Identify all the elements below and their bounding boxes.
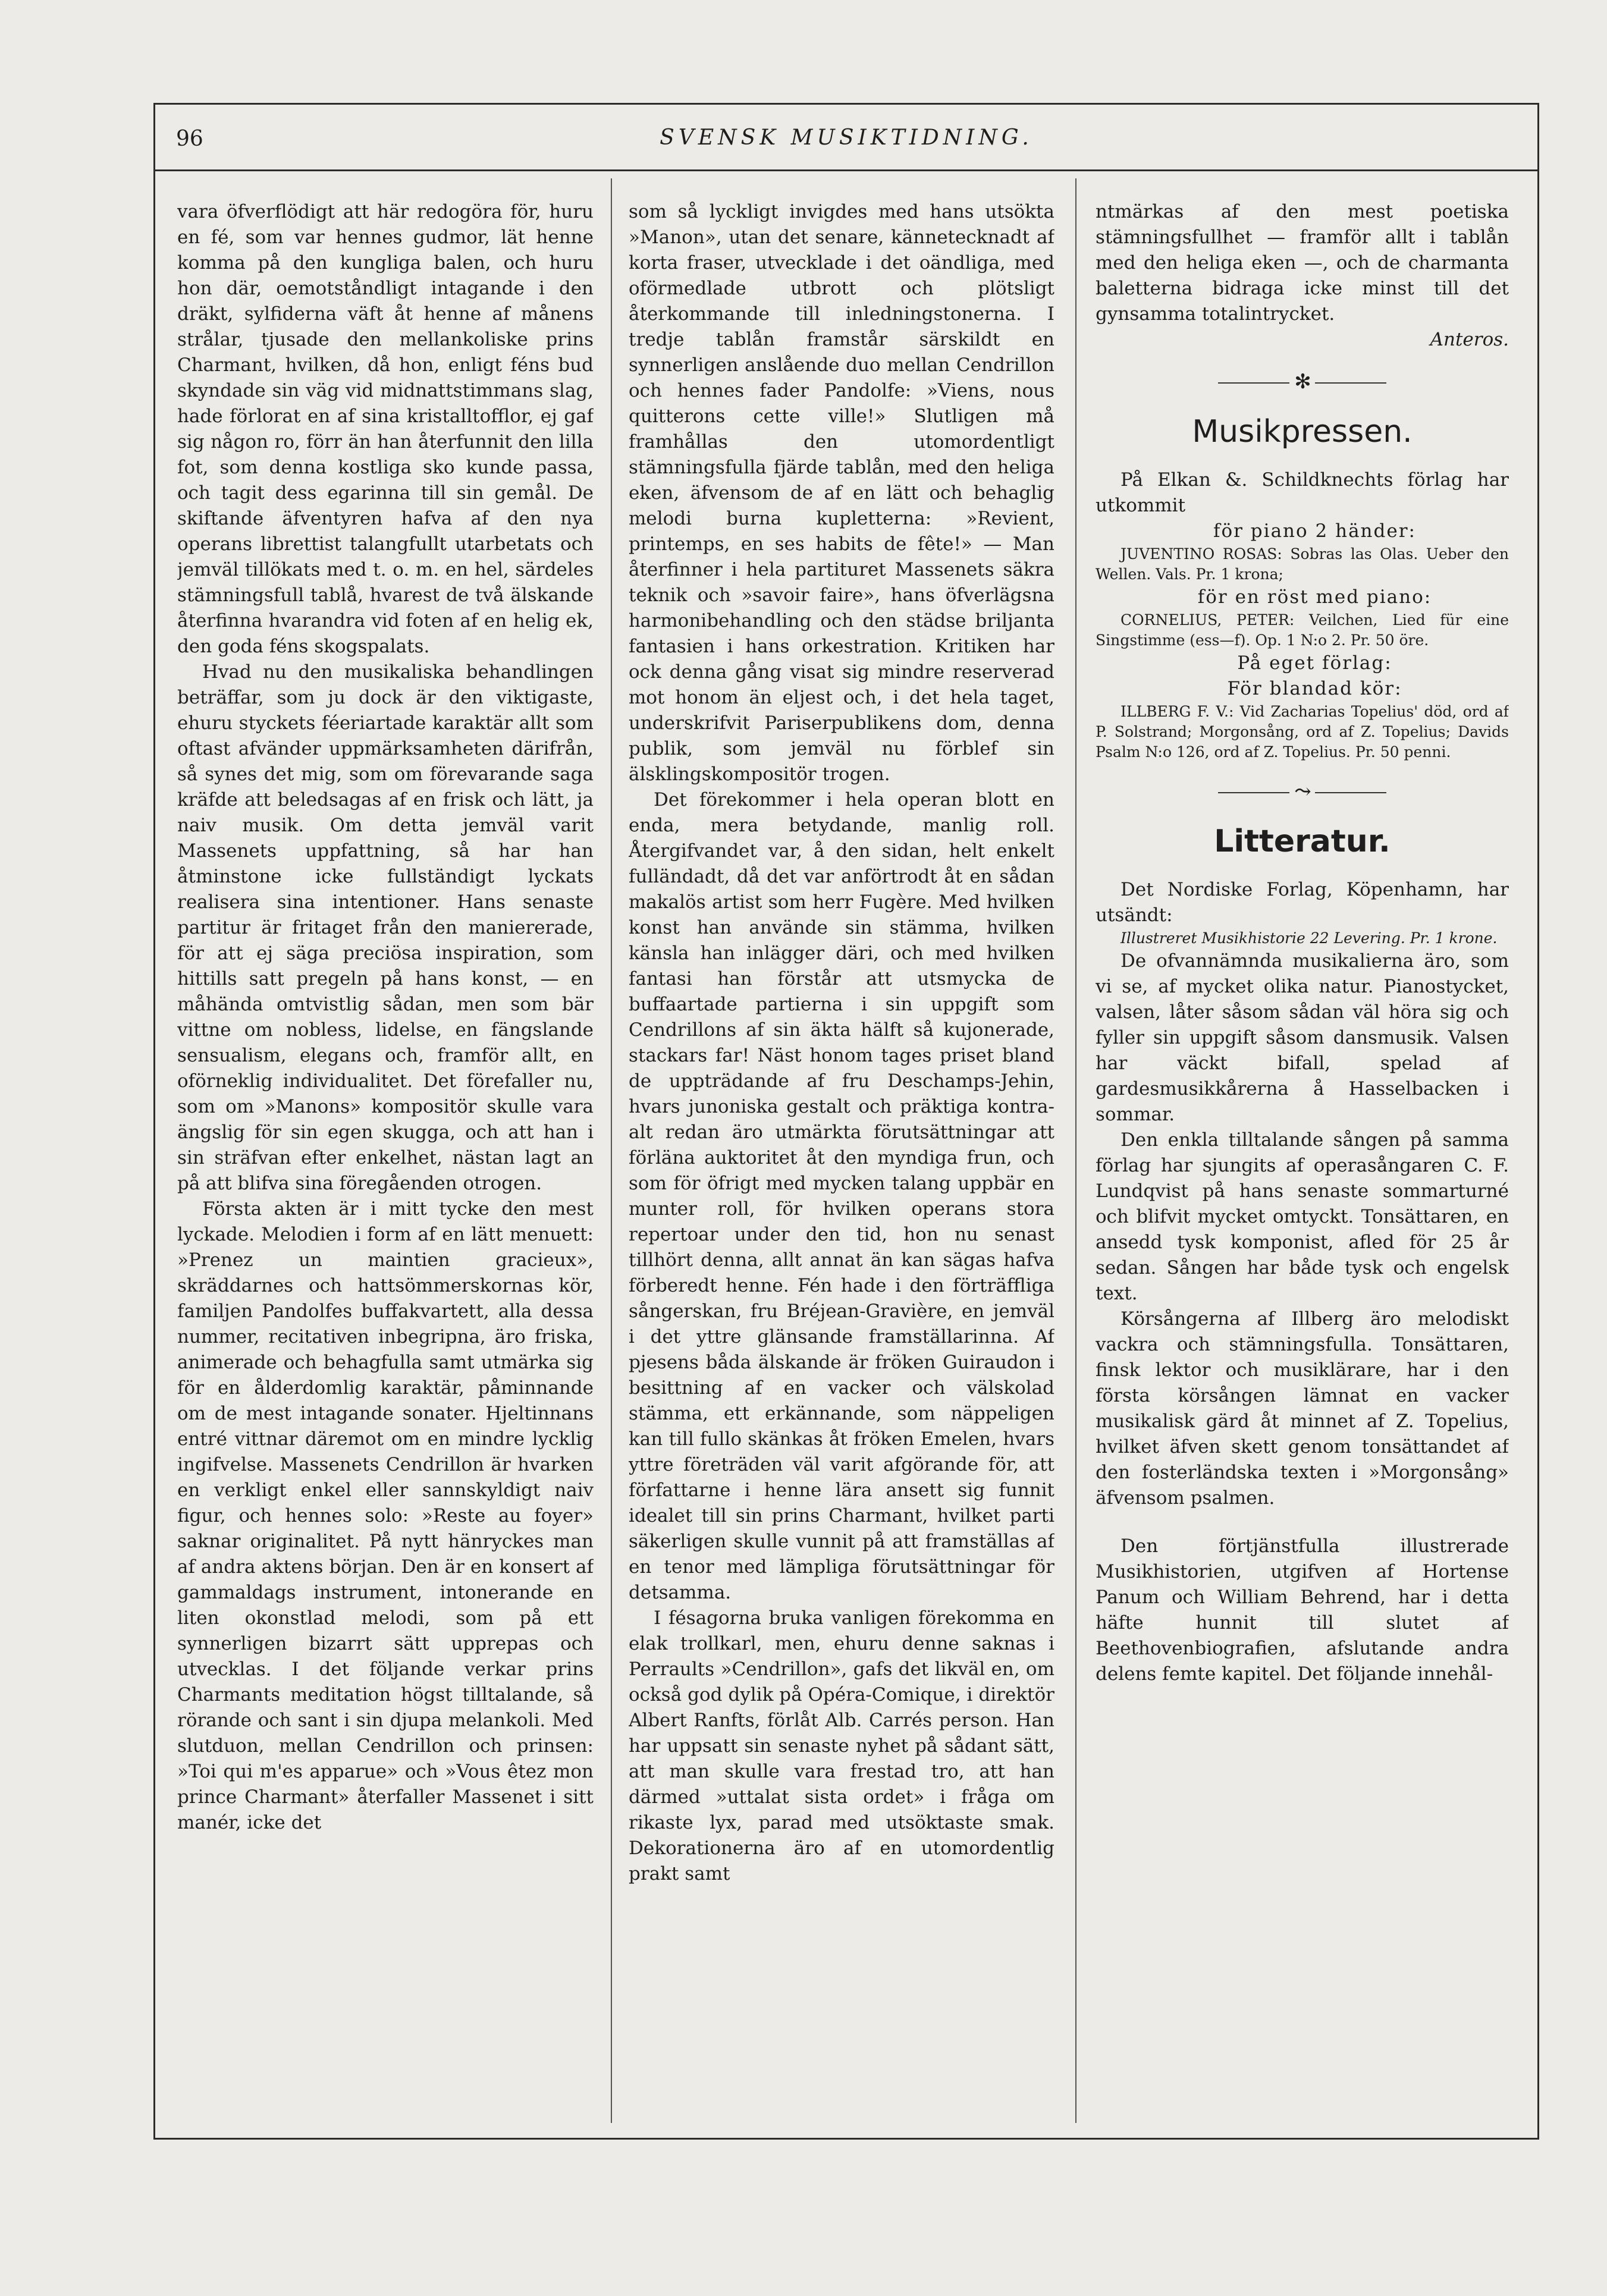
column-3: [1096, 199, 1509, 2126]
asterisk-ornament-icon: ✻: [1294, 370, 1310, 394]
paragraph: Den enkla tilltalande sången på samma förlag har sjungits af operasångaren C. F. Lundqvist på hans senaste sommarturné och blifvit mycket omtyckt. Tonsättaren, en ansedd tysk komponist, afled för 25 år sedan. Sången har både tysk och engelsk text.: [1096, 1129, 1509, 1304]
section-title-litteratur: Litteratur.: [1214, 824, 1391, 859]
paragraph: Det Nordiske Forlag, Köpenhamn, har utsändt:: [1096, 879, 1509, 926]
paragraph: På Elkan &. Schildknechts förlag har utkommit: [1096, 469, 1509, 516]
music-listing: JUVENTINO ROSAS: Sobras las Olas. Ueber den Wellen. Vals. Pr. 1 krona;: [1096, 545, 1509, 583]
column-1: [177, 199, 594, 2126]
subheading: för en röst med piano:: [1197, 586, 1432, 608]
flourish-ornament-icon: ⤳: [1294, 780, 1310, 803]
paragraph: De ofvannämnda musikalierna äro, som vi se, af mycket olika natur. Pianostycket, valsen, låter såsom sådan väl höra sig och fyller sin uppgift såsom dansmusik. Valsen har väckt bifall, spelad af gardesmusikkårerna å Hasselbacken i sommar.: [1096, 950, 1509, 1125]
author-signature: Anteros.: [1430, 329, 1509, 350]
running-title: SVENSK MUSIKTIDNING.: [660, 125, 1033, 150]
paragraph: vara öfverflödigt att här redogöra för, huru en fé, som var hennes gudmor, lät henne komma på den kungliga balen, och huru hon där, oemotståndligt intagande i den dräkt, sylfiderna väft åt henne af månens strålar, tjusade den mellankoliske prins Charmant, hvilken, då hon, enligt féns bud skyndade sin väg vid midnattstimmans slag, hade förlorat en af sina kristalltofflor, ej gaf sig någon ro, förr än han återfunnit den lilla fot, som denna kostliga sko kunde passa, och tagit dess egarinna till sin gemål. De skiftande äfventyren hafva af den nya operans librettist talangfullt utarbetats och jemväl tillökats med t. o. m. en hel, särdeles stämningsfull tablå, hvarest de två älskande återfinna hvarandra vid foten af en helig ek, den goda féns skogspalats.: [177, 201, 594, 657]
subheading: för piano 2 händer:: [1213, 520, 1416, 542]
section-title-musikpressen: Musikpressen.: [1192, 414, 1413, 450]
book-listing: Illustreret Musikhistorie 22 Levering. Pr. 1 krone.: [1120, 929, 1498, 947]
paragraph: som så lyckligt invigdes med hans utsökta »Manon», utan det senare, kännetecknadt af korta fraser, utvecklade i det oändliga, med oförmedlade utbrott och plötsligt återkommande till inledningstonerna. I tredje tablån framstår särskildt en synnerligen anslående duo mellan Cendrillon och hennes fader Pandolfe: »Viens, nous quitterons cette ville!» Slutligen må framhållas den utomordentligt stämningsfulla fjärde tablån, med den heliga eken, äfvensom de af en lätt och behaglig melodi burna kupletterna: »Revient, printemps, en ses habits de fête!» — Man återfinner i hela partituret Massenets säkra teknik och »savoir faire», hans öfverlägsna harmonibehandling och den städse briljanta fantasien i hans orkestration. Kritiken har ock denna gång visat sig mindre reserverad mot honom än eljest och, i det hela taget, underskrifvit Pariserpublikens dom, denna publik, som jemväl nu förblef sin älsklingskompositör trogen.: [629, 201, 1054, 785]
ornament-divider: [1096, 369, 1509, 395]
paragraph: Första akten är i mitt tycke den mest lyckade. Melodien i form af en lätt menuett: »Prenez un maintien gracieux», skräddarnes och hattsömmerskornas kör, familjen Pandolfes buffakvartett, alla dessa nummer, recitativen inbegripna, äro friska, animerade och behagfulla samt utmärka sig för en ålderdomlig karaktär, påminnande om de mest intagande sonater. Hjeltinnans entré vittnar däremot om en mindre lycklig ingifvelse. Massenets Cendrillon är hvarken en verkligt enkel eller sannskyldigt naiv figur, och hennes solo: »Reste au foyer» saknar originalitet. På nytt hänryckes man af andra aktens början. Den är en konsert af gammaldags instrument, intonerande en liten okonstlad melodi, som på ett synnerligen bizarrt sätt upprepas och utvecklas. I det följande verkar prins Charmants meditation högst tilltalande, så rörande och sant i sin djupa melankoli. Med slutduon, mellan Cendrillon och prinsen: »Toi qui m'es apparue» och »Vous êtez mon prince Charmant» återfaller Massenet i sitt manér, icke det: [177, 1198, 594, 1833]
paragraph: I fésagorna bruka vanligen förekomma en elak trollkarl, men, ehuru denne saknas i Perraults »Cendrillon», gafs det likväl en, om också god dylik på Opéra-Comique, i direktör Albert Ranfts, förlåt Alb. Carrés person. Han har uppsatt sin senaste nyhet på sådant sätt, att man skulle vara frestad tro, att han därmed »uttalat sista ordet» i fråga om rikaste lyx, parad med utsöktaste smak. Dekorationerna äro af en utomordentlig prakt samt: [629, 1607, 1054, 1884]
subheading: På eget förlag:: [1237, 652, 1392, 674]
subheading: För blandad kör:: [1227, 678, 1402, 699]
column-2: [629, 199, 1054, 2126]
paragraph: ntmärkas af den mest poetiska stämningsfullhet — framför allt i tablån med den heliga eken —, och de charmanta baletterna bidraga icke minst till det gynsamma totalintrycket.: [1096, 201, 1509, 325]
ornament-divider: [1096, 779, 1509, 805]
column-rule-2: [1075, 178, 1076, 2123]
page-header: [153, 103, 1539, 169]
paragraph: Körsångerna af Illberg äro melodiskt vackra och stämningsfulla. Tonsättaren, finsk lektor och musiklärare, har i den första körsången lämnat en vacker musikalisk gärd åt minnet af Z. Topelius, hvilket äfven skett genom tonsättandet af den fosterländska texten i »Morgonsång» äfvensom psalmen.: [1096, 1308, 1509, 1509]
column-rule-1: [611, 178, 612, 2123]
paragraph: Den förtjänstfulla illustrerade Musikhistorien, utgifven af Hortense Panum och William Behrend, har i detta häfte hunnit till slutet af Beethovenbiografien, afslutande andra delens femte kapitel. Det följande innehål-: [1096, 1535, 1509, 1685]
paragraph: Det förekommer i hela operan blott en enda, mera betydande, manlig roll. Återgifvandet var, å den sidan, helt enkelt fulländadt, då det var anförtrodt åt en sådan makalös artist som herr Fugère. Med hvilken konst han använde sin stämma, hvilken känsla han inlägger däri, och med hvilken fantasi han förstår att utsmycka de buffaartade partierna i sin uppgift som Cendrillons af sin äkta hälft så kujonerade, stackars far! Näst honom tages priset bland de uppträdande af fru Deschamps-Jehin, hvars junoniska gestalt och präktiga kontra-alt redan äro utmärkta förutsättningar att förläna auktoritet åt den myndiga frun, och som för öfrigt med mycken talang uppbär en munter roll, för hvilken operans stora repertoar under den tid, hon nu senast tillhört denna, allt annat än kan sägas hafva förberedt henne. Fén hade i den förträffliga sångerskan, fru Bréjean-Gravière, en jemväl i det yttre glänsande framställarinna. Af pjesens båda älskande är fröken Guiraudon i besittning af en vacker och välskolad stämma, ett erkännande, som näppeligen kan till fullo skänkas åt fröken Emelen, hvars yttre företräden väl varit afgörande för, att författarne i henne lära ansett sig funnit idealet till sin prins Charmant, hvilket parti säkerligen skulle vunnit på att framställas af en tenor med lämpliga förutsättningar för detsamma.: [629, 789, 1054, 1603]
music-listing: ILLBERG F. V.: Vid Zacharias Topelius' död, ord af P. Solstrand; Morgonsång, ord af Z. Topelius; Davids Psalm N:o 126, ord af Z. Topelius. Pr. 50 penni.: [1096, 703, 1509, 761]
page-number: 96: [176, 127, 203, 151]
paragraph: Hvad nu den musikaliska behandlingen beträffar, som ju dock är den viktigaste, ehuru styckets féeriartade karaktär allt som oftast afvänder uppmärksamheten därifrån, så synes det mig, som om förevarande saga kräfde att beledsagas af en frisk och lätt, ja naiv musik. Om detta jemväl varit Massenets uppfattning, så har han åtminstone icke fullständigt lyckats realisera sina intentioner. Hans senaste partitur är fritaget från den maniererade, för att ej säga preciösa inspiration, som hittills satt pregeln på hans konst, — en måhända omtvistlig sådan, men som bär vittne om nobless, lidelse, en fängslande sensualism, elegans och, framför allt, en oförneklig individualitet. Det förefaller nu, som om »Manons» kompositör skulle vara ängslig för sin egen skugga, och att han i sin sträfvan efter enkelhet, nästan lagt an på att blifva sina föregåenden otrogen.: [177, 661, 594, 1194]
music-listing: CORNELIUS, PETER: Veilchen, Lied für eine Singstimme (ess—f). Op. 1 N:o 2. Pr. 50 öre.: [1096, 611, 1509, 649]
header-rule: [153, 169, 1539, 171]
